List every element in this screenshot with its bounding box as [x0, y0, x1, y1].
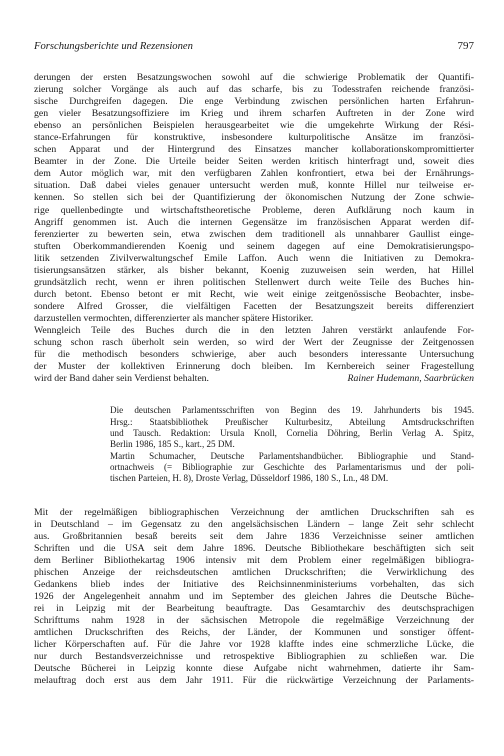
biblio-line: Die deutschen Parlamentsschriften von Beginn des 19. Jahrhunderts bis 1945. — [110, 405, 474, 416]
text-line: situation. Daß dabei vieles genauer untersucht werden muß, konnte Hillel nur teilweise er- — [34, 180, 474, 192]
bibliography-block — [110, 405, 474, 484]
text-line: rige quellenbedingte und wirtschaftstheoretische Probleme, deren Aufklärung noch kaum in — [34, 204, 474, 216]
text-line: dem Berliner Bibliothekartag 1906 intensiv mit dem Problem einer regelmäßigen bibliogra- — [34, 554, 474, 566]
text-line: ferenzierter zu bewerten sein, etwa zwischen dem traditionell als unnahbarer Gaullist einge- — [34, 228, 474, 240]
text-line: dem Autor möglich war, mit den verfügbaren Zahlen konfrontiert, etwa bei der Ernährungs- — [34, 168, 474, 180]
text-line: 1926 der Angelegenheit annahm und im September des gleichen Jahres die Deutsche Büche- — [34, 590, 474, 602]
text-line: rei in Leipzig mit der Bearbeitung beauftragte. Das Gesamtarchiv des deutschsprachigen — [34, 603, 474, 614]
text-line: Schrifttums nahm 1928 in der sächsischen Metropole die regelmäßige Verzeichnung der — [34, 615, 474, 627]
text-line: zierung solcher Vorgänge als auch auf das scharfe, bis zu Todesstrafen reichende französi- — [34, 84, 474, 96]
text-line: Mit der regelmäßigen bibliographischen Verzeichnung der amtlichen Druckschriften sah es — [34, 506, 474, 518]
biblio-line: Berlin 1986, 185 S., kart., 25 DM. — [110, 439, 235, 450]
text-line: der Muster der kollektiven Erinnerung doch bleiben. Im Kernbereich seiner Fragestellung — [34, 361, 474, 373]
text-line: Schriften und die USA seit dem Jahre 1896. Deutsche Bibliothekare beschäftigten sich seit — [34, 542, 474, 554]
text-line: wird der Band daher sein Verdienst behalten. — [34, 373, 209, 385]
section-title: Forschungsberichte und Rezensionen — [34, 41, 193, 52]
text-line: stance-Erfahrungen für konstruktive, insbesondere kulturpolitische Ansätze im französi- — [34, 132, 474, 144]
text-line: phischen Anzeige der reichsdeutschen amtlichen Druckschriften; die Verwirklichung des — [34, 566, 474, 578]
text-line: Wenngleich Teile des Buches durch die in den letzten Jahren verstärkt anlaufende For- — [34, 324, 474, 336]
text-line: darzustellen vermochten, differenzierter als mancher spätere Historiker. — [34, 312, 314, 324]
text-line: litik setzenden Zivilverwaltungschef Emile Laffon. Auch wenn die Initiativen zu Demokra- — [34, 252, 474, 264]
page-number: 797 — [457, 40, 474, 52]
closing-line — [34, 373, 474, 385]
text-line: sondere Alfred Grosser, die vielfältigen Facetten der Besatzungszeit bereits differenziert — [34, 300, 474, 312]
text-line: schen Apparat und der Hintergrund des Einsatzes mancher kollaborationskompromittierter — [34, 144, 474, 156]
text-line: Deutsche Bücherei in Leipzig konnte diese Aufgabe nicht wahrnehmen, datierte ihr Sam- — [34, 663, 474, 675]
biblio-line: ortnachweis (= Bibliographie zur Geschichte des Parlamentarismus und der poli- — [110, 461, 474, 472]
text-line: ebenso an persönlichen Beispielen herausgearbeitet wie die umgekehrte Wirkung der Rési- — [34, 120, 474, 132]
reviewer-signature: Rainer Hudemann, Saarbrücken — [347, 373, 474, 385]
text-line: aus. Großbritannien besaß bereits seit dem Jahre 1836 Verzeichnisse seiner amtlichen — [34, 530, 474, 542]
text-line: tisierungsansätzen stärker, als bisher bekannt, Koenig zuzuweisen sein werden, hat Hillel — [34, 264, 474, 276]
text-line: stuften Oberkommandierenden Koenig und seinem dagegen auf eine Demokratisierungspo- — [34, 240, 474, 252]
text-line: sische Durchgreifen dagegen. Die enge Verbindung zwischen persönlichen harten Erfahrun- — [34, 96, 474, 108]
text-line: in Deutschland – im Gegensatz zu den angelsächsischen Ländern – lange Zeit sehr schlecht — [34, 518, 474, 530]
text-line: amtlichen Druckschriften des Reichs, der Länder, der Kommunen und sonstiger öffent- — [34, 627, 474, 639]
text-line: gen vieler Besatzungsoffiziere im Krieg und ihrem scharfen Auftreten in der Zone wird — [34, 108, 474, 120]
text-line: grundsätzlich recht, wenn er ihren politischen Stellenwert durch weite Teile des Buches hin- — [34, 276, 474, 288]
text-line: nur durch Bestandsverzeichnisse und retrospektive Bibliographien zu schließen war. Die — [34, 651, 474, 663]
text-line: für die methodisch besonders schwierige, aber auch besonders interessante Untersuchung — [34, 349, 474, 361]
review-2-body — [34, 507, 474, 688]
review-1-body — [34, 72, 474, 385]
page — [34, 40, 474, 687]
text-line: licher Körperschaften auf. Für die Jahre vor 1928 klaffte indes eine schmerzliche Lücke, die — [34, 639, 474, 651]
biblio-line: und Tausch. Redaktion: Ursula Knoll, Cornelia Döhring, Berlin Verlag A. Spitz, — [110, 427, 474, 438]
bibliographic-entry — [110, 405, 474, 450]
text-line: kennen. So stellen sich bei der Quantifizierung der ökonomischen Nutzung der Zone schwie- — [34, 192, 474, 204]
bibliographic-entry — [110, 451, 474, 485]
text-line: Angriff genommen ist. Auch die internen Gegensätze im französischen Apparat werden dif- — [34, 216, 474, 228]
text-line: melauftrag doch erst aus dem Jahr 1911. Für die rückwärtige Verzeichnung der Parlaments- — [34, 675, 474, 687]
text-line: Beamter in der Zone. Die Urteile beider Seiten werden kritisch hinterfragt und, soweit dies — [34, 156, 474, 168]
text-line: durch betont. Ebenso betont er mit Recht, wie weit einige zeitgenössische Beobachter, insbe- — [34, 288, 474, 300]
biblio-line: tischen Parteien, H. 8), Droste Verlag, Düsseldorf 1986, 180 S., Ln., 48 DM. — [110, 473, 389, 484]
text-line: schung schon rasch überholt sein werden, so wird der Wert der Zeugnisse der Zeitgenossen — [34, 337, 474, 349]
biblio-line: Martin Schumacher, Deutsche Parlamentshandbücher. Bibliographie und Stand- — [110, 450, 474, 461]
biblio-line: Hrsg.: Staatsbibliothek Preußischer Kulturbesitz, Abteilung Amtsdruckschriften — [110, 416, 474, 427]
text-line: derungen der ersten Besatzungswochen sowohl auf die schwierige Problematik der Quantifi- — [34, 72, 474, 83]
running-header — [34, 40, 474, 60]
text-line: Gedankens blieb indes der Initiative des Reichsinnenministeriums vorbehalten, das sich — [34, 578, 474, 590]
